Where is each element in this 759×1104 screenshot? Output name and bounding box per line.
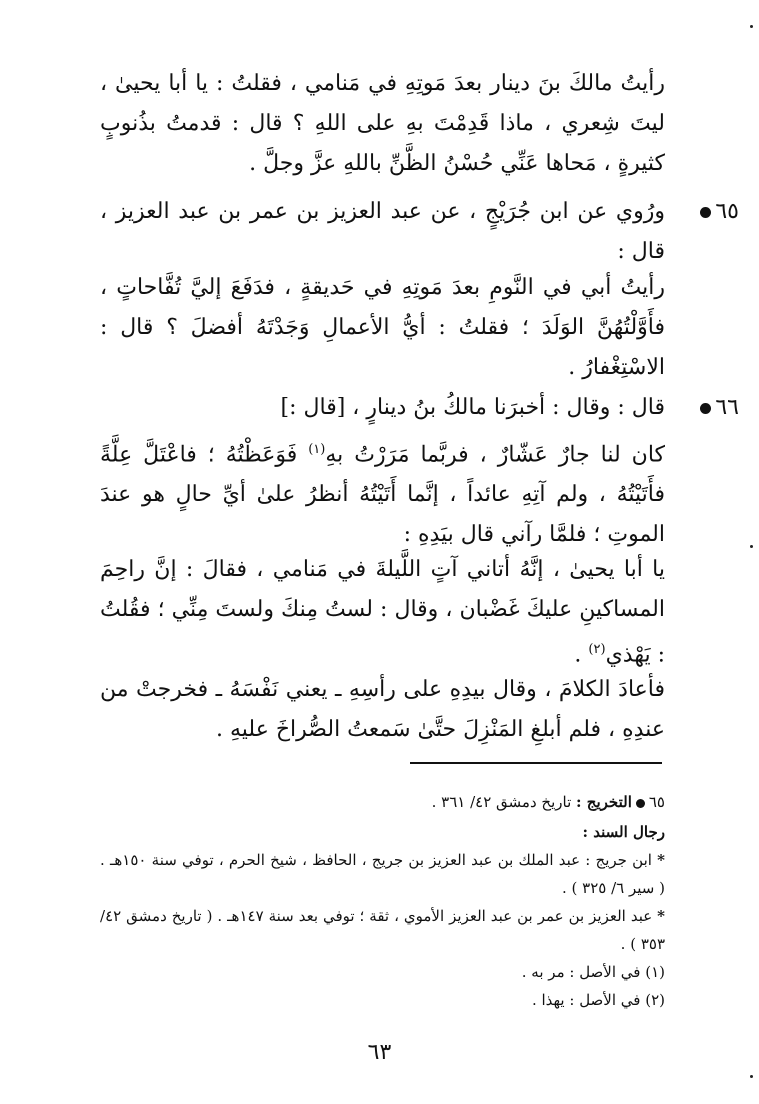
bullet-icon [700,207,711,218]
paragraph-entry-65: رأيتُ أبي في النَّومِ بعدَ مَوتِهِ في حَديقةٍ ، فدَفَعَ إليَّ تُفَّاحاتٍ ، فأَوَّلْتُهُنَّ الوَلَدَ ؛ فقلتُ : أيُّ الأعمالِ وَجَدْتَهُ أفضلَ ؟ قال : الاسْتِغْفارُ . [100,275,665,380]
rijal-heading: رجال السند : [582,823,665,841]
paragraph-text: يا أبا يحيىٰ ، إنَّهُ أتاني آتٍ اللَّيلةَ في مَنامي ، فقالَ : إنَّ راحِمَ المساكينِ عليكَ غَضْبان ، وقال : لستُ مِنكَ ولستَ مِنِّي ؛ فقُلتُ : يَهْذي [100,557,665,668]
margin-mark [750,1075,753,1078]
paragraph-opening: رأيتُ مالكَ بنَ دينار بعدَ مَوتِهِ في مَنامي ، فقلتُ : يا أبا يحيىٰ ، ليتَ شِعري ، ماذا قَدِمْتَ بهِ على اللهِ ؟ قال : قدمتُ بذُنوبٍ كثيرةٍ ، مَحاها عَنِّي حُسْنُ الظَّنِّ باللهِ عزَّ وجلَّ . [100,71,665,176]
paragraph-entry-66-a [100,430,665,555]
paragraph-text: . [574,642,589,668]
entry-66-heading: قال : وقال : أخبرَنا مالكُ بنُ دينارٍ ، [قال :] [280,395,665,420]
paragraph-entry-66-c: فأعادَ الكلامَ ، وقال بيدِهِ على رأسِهِ ـ يعني نَفْسَهُ ـ فخرجتْ من عندِهِ ، فلم أبلغِ المَنْزِلَ حتَّىٰ سَمعتُ الصُّراخَ عليهِ . [100,677,665,742]
bullet-icon [700,403,711,414]
footnote-ref-1: (١) [308,442,326,457]
footnote-ref-2: (٢) [588,642,606,657]
footnote-1: (١) في الأصل : مر به . [521,963,665,981]
paragraph-entry-66-b [100,550,665,675]
margin-mark [750,545,753,548]
entry-number-65 [696,192,739,232]
entry-number-66 [696,388,739,428]
footnote-separator [410,762,662,764]
margin-mark [750,25,753,28]
narrator-note-2 [100,902,665,958]
narrator-note-1 [100,846,665,902]
footnote-text: ابن جريج : عبد الملك بن عبد العزيز بن جريج ، الحافظ ، شيخ الحرم ، توفي سنة ١٥٠هـ . ( سير ٦/ ٣٢٥ ) . [100,851,665,897]
footnote-label: التخريج : [576,793,632,811]
footnote-number: ٦٥ [648,793,665,811]
footnote-65 [100,788,665,816]
paragraph-text: كان لنا جارٌ عَشّارٌ ، فربَّما مَرَرْتُ بهِ [325,442,665,468]
entry-65-heading: ورُوي عن ابن جُرَيْجٍ ، عن عبد العزيز بن عمر بن عبد العزيز ، قال : [100,199,665,264]
footnote-text: تاريخ دمشق ٤٢/ ٣٦١ . [431,793,577,811]
bullet-icon [636,799,645,808]
star-icon: * [657,851,666,869]
paragraph-text: فَوَعَظْتُهُ ؛ فاعْتَلَّ عِلَّةً فأَتَيْتُهُ ، ولم آتِهِ عائداً ، إنَّما أَتَيْتُهُ أنظرُ علىٰ أيِّ حالٍ هو عندَ الموتِ ؛ فلمَّا رآني قال بيَدِهِ : [100,442,665,548]
page-number: ٦٣ [367,1040,392,1065]
star-icon: * [657,907,666,925]
entry-number: ٦٦ [715,395,739,420]
footnote-2: (٢) في الأصل : يهذا . [531,991,665,1009]
footnote-text: عبد العزيز بن عمر بن عبد العزيز الأموي ، ثقة ؛ توفي بعد سنة ١٤٧هـ . ( تاريخ دمشق ٤٢/ ٣٥٣ ) . [100,907,665,953]
entry-number: ٦٥ [715,199,739,224]
